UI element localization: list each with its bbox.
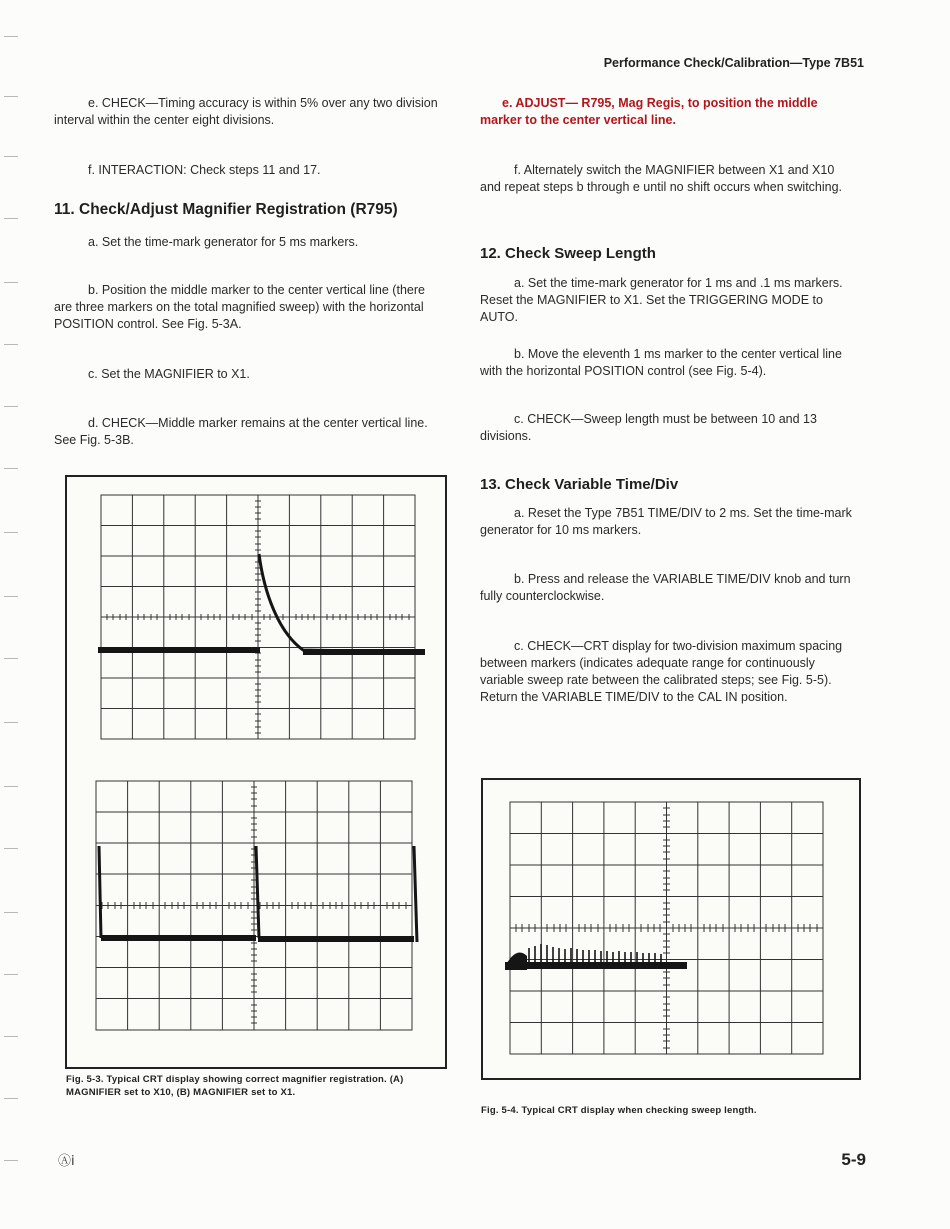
margin-tick: [4, 912, 18, 913]
trace-5-3a: [98, 554, 425, 655]
margin-tick: [4, 344, 18, 345]
page-number: 5-9: [841, 1150, 866, 1169]
margin-tick: [4, 786, 18, 787]
step-11f-text: f. Alternately switch the MAGNIFIER between X1 and X10 and repeat steps b through e until no shift occurs when switching.: [480, 163, 843, 194]
margin-tick: [4, 974, 18, 975]
margin-tick: [4, 96, 18, 97]
margin-tick: [4, 596, 18, 597]
scope-display-5-4: [505, 798, 835, 1060]
margin-tick: [4, 532, 18, 533]
step-12b-text: b. Move the eleventh 1 ms marker to the center vertical line with the horizontal POSITION control (see Fig. 5-4).: [480, 347, 842, 378]
margin-ticks: [0, 0, 24, 1229]
step-11e-adjust-text: e. ADJUST— R795, Mag Regis, to position the middle marker to the center vertical line.: [480, 96, 818, 127]
step-12a-text: a. Set the time-mark generator for 1 ms and .1 ms markers. Reset the MAGNIFIER to X1. Set the TRIGGERING MODE to AUTO.: [480, 276, 843, 324]
step-12c-text: c. CHECK—Sweep length must be between 10 and 13 divisions.: [480, 412, 817, 443]
step-f-interaction-text: f. INTERACTION: Check steps 11 and 17.: [88, 163, 321, 177]
scope-display-5-3b: [93, 778, 428, 1038]
step-11c-text: c. Set the MAGNIFIER to X1.: [88, 367, 250, 381]
margin-tick: [4, 218, 18, 219]
heading-12: 12. Check Sweep Length: [480, 245, 656, 262]
trace-5-3b: [99, 846, 417, 942]
step-11a-text: a. Set the time-mark generator for 5 ms markers.: [88, 235, 359, 249]
step-13c-text: c. CHECK—CRT display for two-division maximum spacing between markers (indicates adequate range for continuously variable sweep rate between the calibrated steps; see Fig. 5-5). Return the VARIABLE TIME/DIV to the CAL IN position.: [480, 639, 843, 704]
step-13b-text: b. Press and release the VARIABLE TIME/DIV knob and turn fully counterclockwise.: [480, 572, 851, 603]
margin-tick: [4, 722, 18, 723]
heading-13: 13. Check Variable Time/Div: [480, 476, 679, 493]
margin-tick: [4, 36, 18, 37]
scope-display-5-3a: [98, 492, 428, 742]
trace-5-4: [505, 944, 687, 970]
step-11e-text: e. CHECK—Timing accuracy is within 5% over any two division interval within the center eight divisions.: [54, 96, 438, 127]
margin-tick: [4, 848, 18, 849]
step-11b-text: b. Position the middle marker to the center vertical line (there are three markers on the total magnified sweep) with the horizontal POSITION control. See Fig. 5-3A.: [54, 283, 425, 331]
margin-tick: [4, 282, 18, 283]
margin-tick: [4, 658, 18, 659]
publisher-logo: Ⓐi: [58, 1154, 75, 1169]
margin-tick: [4, 156, 18, 157]
heading-11: 11. Check/Adjust Magnifier Registration (R795): [54, 201, 398, 218]
margin-tick: [4, 1098, 18, 1099]
margin-tick: [4, 406, 18, 407]
margin-tick: [4, 1036, 18, 1037]
margin-tick: [4, 468, 18, 469]
figure-5-3-caption: Fig. 5-3. Typical CRT display showing correct magnifier registration. (A) MAGNIFIER set to X10, (B) MAGNIFIER set to X1.: [66, 1074, 404, 1098]
running-head: Performance Check/Calibration—Type 7B51: [603, 56, 864, 70]
step-11d-text: d. CHECK—Middle marker remains at the center vertical line. See Fig. 5-3B.: [54, 416, 428, 447]
step-13a-text: a. Reset the Type 7B51 TIME/DIV to 2 ms. Set the time-mark generator for 10 ms markers.: [480, 506, 852, 537]
margin-tick: [4, 1160, 18, 1161]
figure-5-4-caption: Fig. 5-4. Typical CRT display when checking sweep length.: [481, 1105, 757, 1116]
